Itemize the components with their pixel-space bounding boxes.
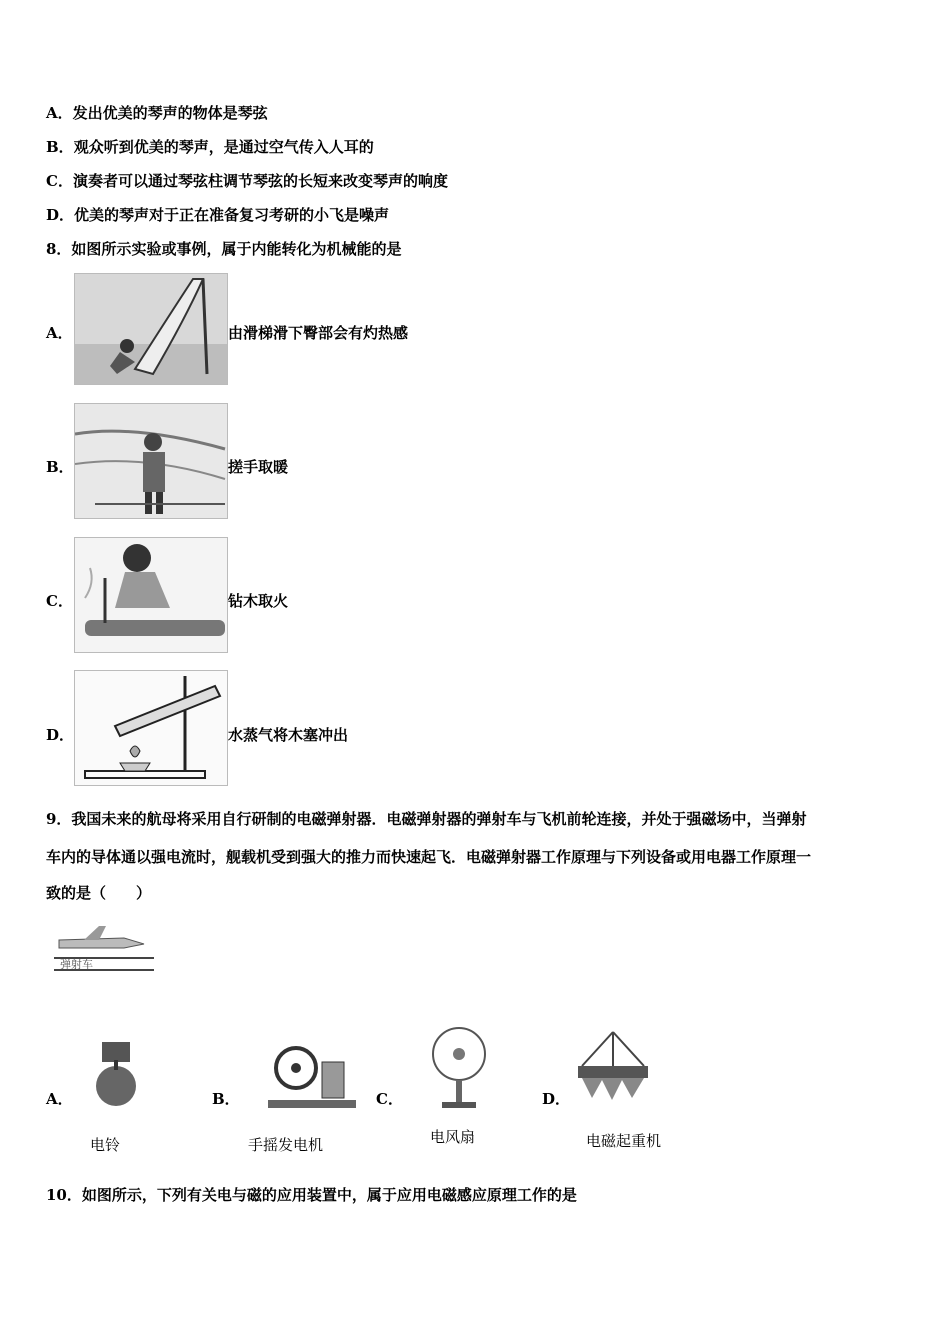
q9-option-d-letter: D．: [542, 1090, 571, 1108]
electromagnetic-crane-icon: [572, 1030, 654, 1110]
q10-stem: 10．如图所示，下列有关电与磁的应用装置中，属于应用电磁感应原理工作的是: [46, 1186, 577, 1204]
q8-stem: 8．如图所示实验或事例，属于内能转化为机械能的是: [46, 240, 402, 258]
steam-test-tube-illustration: [74, 670, 228, 786]
catapult-label: 弹射车: [60, 958, 93, 971]
q9-option-c-caption: 电风扇: [430, 1128, 476, 1146]
q7-option-c: C．演奏者可以通过琴弦柱调节琴弦的长短来改变琴声的响度: [46, 172, 448, 190]
electric-fan-icon: [430, 1026, 488, 1110]
q8-option-a-text: 由滑梯滑下臀部会有灼热感: [228, 324, 409, 342]
q9-stem-line-1: 9．我国未来的航母将采用自行研制的电磁弹射器．电磁弹射器的弹射车与飞机前轮连接，并处于强磁场中，当弹射: [46, 810, 807, 828]
slide-illustration: [74, 273, 228, 385]
q9-option-d-caption: 电磁起重机: [586, 1132, 662, 1150]
catapult-figure: [54, 920, 154, 976]
q9-option-a-letter: A．: [46, 1090, 73, 1108]
hand-rubbing-illustration: [74, 403, 228, 519]
hand-generator-icon: [266, 1040, 358, 1112]
q9-stem-line-3: 致的是（ ）: [46, 884, 152, 902]
q8-option-d-text: 水蒸气将木塞冲出: [228, 726, 349, 744]
q8-option-d-letter: D．: [46, 726, 75, 744]
q8-option-c-text: 钻木取火: [228, 592, 289, 610]
q9-option-b-caption: 手摇发电机: [248, 1136, 324, 1154]
q9-option-a-caption: 电铃: [90, 1136, 121, 1154]
drill-fire-illustration: [74, 537, 228, 653]
q9-option-c-letter: C．: [376, 1090, 403, 1108]
q8-option-c-letter: C．: [46, 592, 73, 610]
electric-bell-icon: [92, 1038, 144, 1112]
q8-option-a-letter: A．: [46, 324, 73, 342]
q9-option-b-letter: B．: [212, 1090, 240, 1108]
q7-option-b: B．观众听到优美的琴声，是通过空气传入人耳的: [46, 138, 374, 156]
q9-stem-line-2: 车内的导体通以强电流时，舰载机受到强大的推力而快速起飞．电磁弹射器工作原理与下列设备或用电器工作原理一: [46, 848, 812, 866]
q8-option-b-letter: B．: [46, 458, 74, 476]
q7-option-d: D．优美的琴声对于正在准备复习考研的小飞是噪声: [46, 206, 390, 224]
q8-option-b-text: 搓手取暖: [228, 458, 289, 476]
q7-option-a: A．发出优美的琴声的物体是琴弦: [46, 104, 268, 122]
